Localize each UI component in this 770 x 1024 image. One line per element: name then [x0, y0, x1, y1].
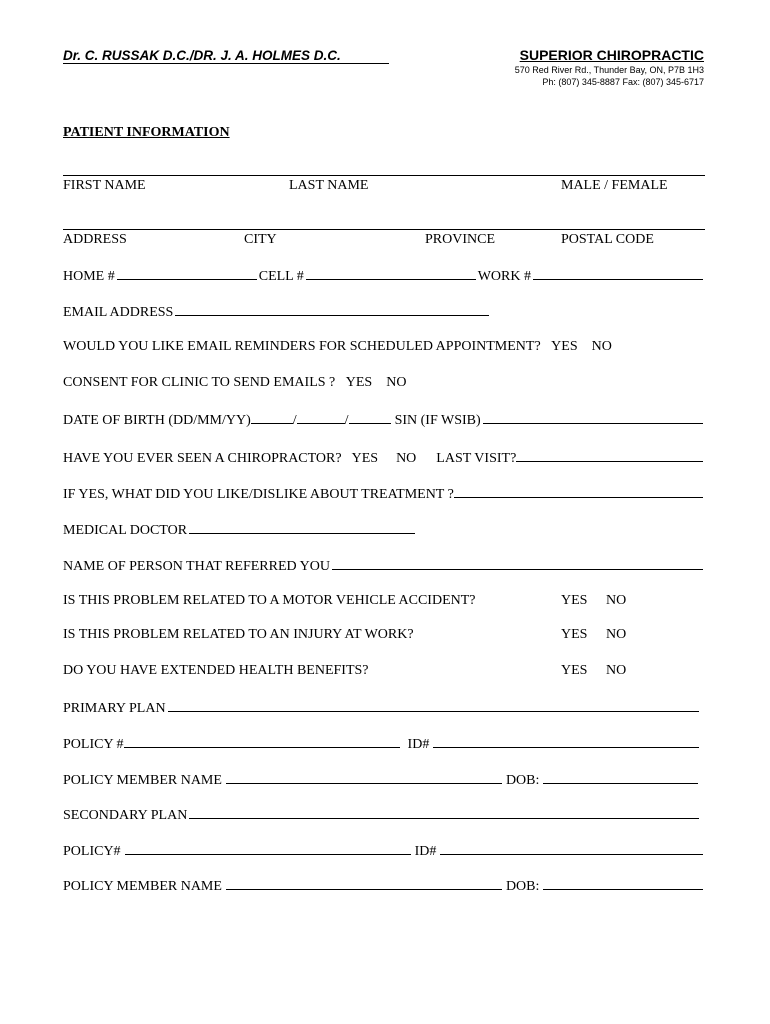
like-dislike-field[interactable]: [454, 485, 703, 498]
secondary-policy-field[interactable]: [125, 842, 411, 855]
referred-field[interactable]: [332, 557, 703, 570]
like-dislike-label: IF YES, WHAT DID YOU LIKE/DISLIKE ABOUT TREATMENT ?: [63, 487, 454, 502]
province-label: PROVINCE: [425, 232, 496, 247]
cell-label: CELL #: [258, 269, 304, 284]
seen-chiro-label: HAVE YOU EVER SEEN A CHIROPRACTOR?: [63, 451, 342, 466]
home-phone-field[interactable]: [117, 267, 257, 280]
work-phone-field[interactable]: [533, 267, 703, 280]
primary-policy-row: [63, 735, 701, 753]
first-name-label: FIRST NAME: [63, 178, 146, 193]
work-injury-label: IS THIS PROBLEM RELATED TO AN INJURY AT WORK?: [63, 627, 414, 642]
secondary-member-label: POLICY MEMBER NAME: [63, 879, 222, 894]
primary-member-label: POLICY MEMBER NAME: [63, 773, 222, 788]
email-reminders-yes[interactable]: YES: [551, 339, 578, 354]
medical-doctor-label: MEDICAL DOCTOR: [63, 523, 188, 538]
mva-yes[interactable]: YES: [561, 593, 588, 608]
dob-label: DATE OF BIRTH (DD/MM/YY): [63, 413, 251, 428]
sin-field[interactable]: [483, 411, 703, 424]
consent-emails-yes[interactable]: YES: [345, 375, 373, 390]
referred-label: NAME OF PERSON THAT REFERRED YOU: [63, 559, 330, 574]
clinic-name: SUPERIOR CHIROPRACTIC: [519, 47, 704, 63]
medical-doctor-row: [63, 521, 705, 539]
doctors-header: Dr. C. RUSSAK D.C./DR. J. A. HOLMES D.C.: [63, 48, 341, 63]
dob-year-field[interactable]: [349, 411, 391, 424]
address-label: ADDRESS: [63, 232, 127, 247]
section-title: PATIENT INFORMATION: [63, 125, 230, 140]
email-row: [63, 303, 705, 321]
primary-plan-label: PRIMARY PLAN: [63, 701, 166, 716]
secondary-id-label: ID#: [414, 844, 437, 859]
dob-month-field[interactable]: [297, 411, 345, 424]
clinic-phone-fax: Ph: (807) 345-8887 Fax: (807) 345-6717: [542, 77, 704, 87]
secondary-dob-label: DOB:: [505, 879, 540, 894]
secondary-member-dob-field[interactable]: [543, 877, 703, 890]
home-label: HOME #: [63, 269, 115, 284]
cell-phone-field[interactable]: [306, 267, 476, 280]
email-reminders-label: WOULD YOU LIKE EMAIL REMINDERS FOR SCHEDULED APPOINTMENT?: [63, 339, 541, 354]
dob-separator: /: [292, 413, 297, 428]
work-label: WORK #: [477, 269, 531, 284]
secondary-policy-row: [63, 842, 705, 860]
sex-option[interactable]: MALE / FEMALE: [561, 178, 668, 193]
primary-member-row: [63, 771, 700, 789]
last-visit-field[interactable]: [516, 449, 703, 462]
primary-plan-row: [63, 699, 701, 717]
email-label: EMAIL ADDRESS: [63, 305, 174, 320]
name-field-line[interactable]: [63, 175, 705, 176]
primary-dob-label: DOB:: [505, 773, 540, 788]
policy-secondary-label: POLICY#: [63, 844, 121, 859]
work-injury-no[interactable]: NO: [606, 627, 627, 642]
header-underline: [63, 63, 389, 64]
mva-label: IS THIS PROBLEM RELATED TO A MOTOR VEHICLE ACCIDENT?: [63, 593, 476, 608]
seen-chiro-row: [63, 449, 705, 467]
primary-plan-field[interactable]: [168, 699, 699, 712]
sin-label: SIN (IF WSIB): [394, 413, 481, 428]
email-field[interactable]: [175, 303, 489, 316]
seen-chiro-no[interactable]: NO: [396, 451, 417, 466]
consent-emails-question: [63, 375, 406, 391]
consent-emails-label: CONSENT FOR CLINIC TO SEND EMAILS ?: [63, 375, 336, 390]
email-reminders-no[interactable]: NO: [591, 339, 612, 354]
email-reminders-question: [63, 339, 612, 355]
dob-separator: /: [344, 413, 349, 428]
primary-member-dob-field[interactable]: [543, 771, 698, 784]
secondary-plan-label: SECONDARY PLAN: [63, 808, 188, 823]
secondary-id-field[interactable]: [440, 842, 703, 855]
health-benefits-label: DO YOU HAVE EXTENDED HEALTH BENEFITS?: [63, 663, 369, 678]
clinic-address: 570 Red River Rd., Thunder Bay, ON, P7B 1H3: [514, 65, 704, 75]
last-name-label: LAST NAME: [289, 178, 369, 193]
secondary-plan-row: [63, 806, 701, 824]
primary-id-field[interactable]: [433, 735, 699, 748]
secondary-member-row: [63, 877, 705, 895]
primary-member-name-field[interactable]: [226, 771, 502, 784]
postal-code-label: POSTAL CODE: [561, 232, 654, 247]
last-visit-label: LAST VISIT?: [436, 451, 517, 466]
secondary-member-name-field[interactable]: [226, 877, 502, 890]
primary-policy-field[interactable]: [124, 735, 400, 748]
dob-day-field[interactable]: [251, 411, 293, 424]
health-benefits-no[interactable]: NO: [606, 663, 627, 678]
consent-emails-no[interactable]: NO: [386, 375, 407, 390]
primary-id-label: ID#: [407, 737, 430, 752]
health-benefits-yes[interactable]: YES: [561, 663, 588, 678]
seen-chiro-yes[interactable]: YES: [351, 451, 379, 466]
address-field-line[interactable]: [63, 229, 705, 230]
mva-no[interactable]: NO: [606, 593, 627, 608]
policy-primary-label: POLICY #: [63, 737, 124, 752]
medical-doctor-field[interactable]: [189, 521, 415, 534]
city-label: CITY: [244, 232, 277, 247]
like-dislike-row: [63, 485, 705, 503]
dob-sin-row: [63, 411, 705, 429]
secondary-plan-field[interactable]: [189, 806, 699, 819]
referred-row: [63, 557, 705, 575]
phone-row: [63, 267, 705, 285]
work-injury-yes[interactable]: YES: [561, 627, 588, 642]
